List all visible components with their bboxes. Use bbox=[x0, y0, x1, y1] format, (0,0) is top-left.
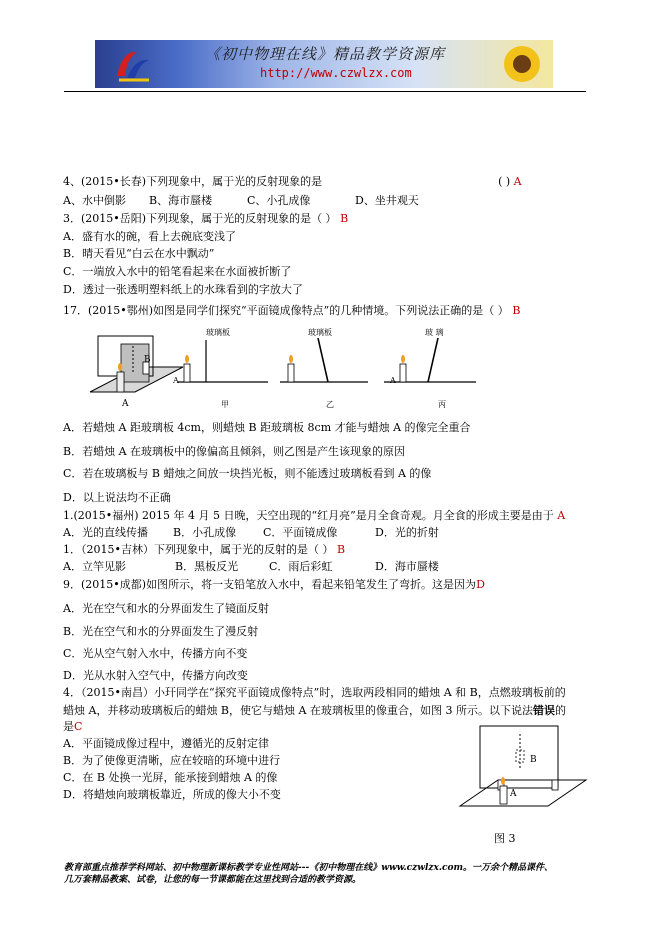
answer-mark: A bbox=[513, 175, 522, 188]
option-item: D．将蜡烛向玻璃板靠近，所成的像大小不变 bbox=[63, 788, 281, 801]
option-item: D．光从水射入空气中，传播方向改变 bbox=[63, 669, 248, 682]
label-b: B bbox=[144, 355, 151, 365]
question-stem: 1．（2015•吉林）下列现象中，属于光的反射的是（ ） B bbox=[63, 543, 346, 556]
question-stem-line: 蜡烛 A，并移动玻璃板后的蜡烛 B，使它与蜡烛 A 在玻璃板里的像重合，如图 3 所示。以下说法错误的 bbox=[63, 704, 566, 717]
question-options: A．光的直线传播 B．小孔成像 C．平面镜成像 D．光的折射 bbox=[63, 526, 439, 539]
banner-title: 《初中物理在线》精品教学资源库 bbox=[205, 45, 446, 63]
fig3-label-b: B bbox=[530, 755, 537, 765]
answer-mark: B bbox=[340, 212, 349, 225]
question-stem-line: 是C bbox=[63, 720, 83, 733]
option-item: C．光从空气射入水中，传播方向不变 bbox=[63, 647, 248, 660]
option-item: D．以上说法均不正确 bbox=[63, 491, 171, 504]
question-stem: 3．(2015•岳阳)下列现象，属于光的反射现象的是（ ） B bbox=[63, 212, 349, 225]
label-glass3: 玻 璃 bbox=[425, 328, 444, 337]
header-rule bbox=[64, 91, 586, 92]
option-item: C．一端放入水中的铅笔看起来在水面被折断了 bbox=[63, 265, 292, 278]
option-item: B．晴天看见“白云在水中飘动” bbox=[63, 247, 215, 260]
question-stem: 4、(2015•长春)下列现象中，属于光的反射现象的是 ( ) A bbox=[63, 175, 522, 188]
label-yi: 乙 bbox=[326, 400, 334, 409]
option-item: A．光在空气和水的分界面发生了镜面反射 bbox=[63, 602, 269, 615]
question-stem-line: 4．（2015•南昌）小玕同学在“探究平面镜成像特点”时，选取两段相同的蜡烛 A 和 B，点燃玻璃板前的 bbox=[63, 686, 566, 699]
option-item: C．若在玻璃板与 B 蜡烛之间放一块挡光板，则不能透过玻璃板看到 A 的像 bbox=[63, 467, 432, 480]
banner-url: http://www.czwlzx.com bbox=[260, 66, 412, 80]
label-a3: A bbox=[390, 376, 396, 385]
mirror-experiment-figure bbox=[88, 322, 488, 410]
footer-line: 几万套精品教案、试卷，让您的每一节课都能在这里找到合适的教学资源。 bbox=[64, 875, 362, 885]
label-a: A bbox=[122, 399, 129, 409]
option-item: A．盛有水的碗，看上去碗底变浅了 bbox=[63, 230, 236, 243]
figure-third-setup bbox=[384, 327, 476, 409]
option-item: B．为了使像更清晰，应在较暗的环境中进行 bbox=[63, 754, 281, 767]
label-glass1: 玻璃板 bbox=[206, 328, 230, 337]
figure-bing-setup bbox=[280, 327, 368, 409]
figure-3-mirror-setup bbox=[458, 720, 588, 810]
footer-line: 教育部重点推荐学科网站、初中物理新课标教学专业性网站---《初中物理在线》www.czwlzx.com。一万余个精品课件、 bbox=[64, 863, 554, 873]
option-item: A．若蜡烛 A 距玻璃板 4cm，则蜡烛 B 距玻璃板 8cm 才能与蜡烛 A 的像完全重合 bbox=[63, 421, 471, 434]
option-item: C．在 B 处换一光屏，能承接到蜡烛 A 的像 bbox=[63, 771, 278, 784]
fig3-label-a: A bbox=[510, 789, 517, 799]
label-a2: A bbox=[173, 376, 179, 385]
answer-mark: A bbox=[557, 509, 566, 522]
answer-mark: B bbox=[512, 304, 521, 317]
question-stem: 9．(2015•成都)如图所示，将一支铅笔放入水中，看起来铅笔发生了弯折。这是因为D bbox=[63, 578, 485, 591]
header-banner bbox=[95, 40, 553, 88]
answer-mark: D bbox=[476, 578, 485, 591]
figure-jia-setup bbox=[90, 336, 183, 409]
option-item: B．光在空气和水的分界面发生了漫反射 bbox=[63, 625, 259, 638]
option-item: D．透过一张透明塑料纸上的水珠看到的字放大了 bbox=[63, 283, 303, 296]
label-glass2: 玻璃板 bbox=[308, 328, 332, 337]
sunflower-icon bbox=[497, 42, 547, 86]
site-logo-icon bbox=[113, 46, 153, 82]
question-stem: 17．(2015•鄂州)如图是同学们探究“平面镜成像特点”的几种情境。下列说法正确的是（ ） B bbox=[63, 304, 521, 317]
answer-mark: B bbox=[336, 543, 346, 556]
label-bing: 丙 bbox=[438, 400, 446, 409]
option-item: A．平面镜成像过程中，遵循光的反射定律 bbox=[63, 737, 269, 750]
option-item: B．若蜡烛 A 在玻璃板中的像偏高且倾斜，则乙图是产生该现象的原因 bbox=[63, 445, 406, 458]
figure-caption: 图 3 bbox=[494, 832, 516, 845]
answer-mark: C bbox=[74, 720, 83, 733]
label-jia: 甲 bbox=[221, 400, 229, 409]
emphasis-text: 错误 bbox=[532, 704, 555, 717]
question-stem: 1.(2015•福州) 2015 年 4 月 5 日晚，天空出现的“红月亮”是月全食奇观。月全食的形成主要是由于 A bbox=[63, 509, 566, 522]
question-options: A．立竿见影 B．黑板反光 C．雨后彩虹 D．海市蜃楼 bbox=[63, 560, 439, 573]
figure-yi-setup bbox=[172, 327, 268, 409]
question-options: A、水中倒影 B、海市蜃楼 C、小孔成像 D、坐井观天 bbox=[63, 194, 419, 207]
footer-note bbox=[64, 862, 604, 886]
